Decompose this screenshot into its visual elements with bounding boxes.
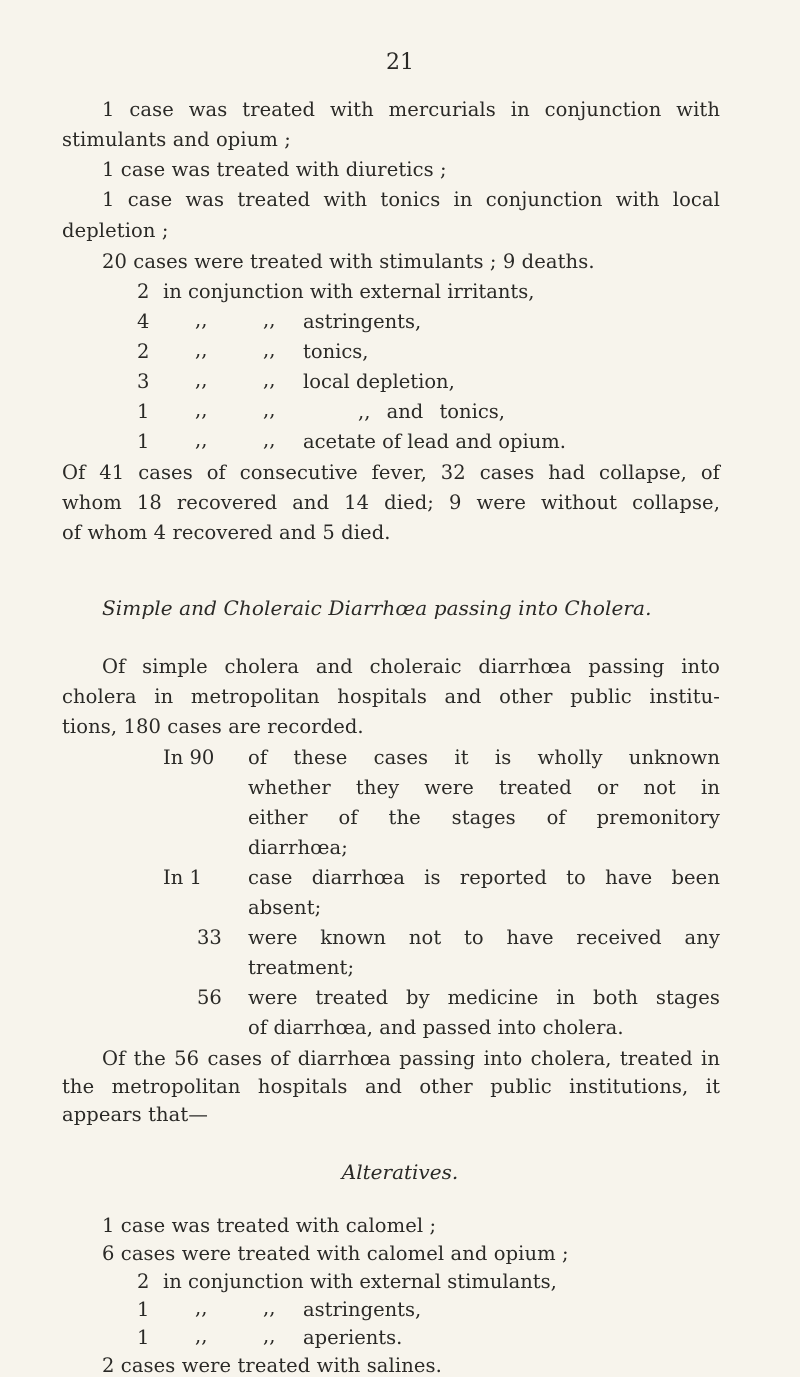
text-line: 1 case was treated with tonics in conjunction with local bbox=[102, 188, 720, 211]
text-line: whom 18 recovered and 14 died; 9 were without collapse, bbox=[62, 491, 720, 514]
row-number: 3 bbox=[137, 370, 150, 393]
row-text: in conjunction with external irritants, bbox=[163, 280, 535, 303]
text-line: 6 cases were treated with calomel and opium ; bbox=[102, 1242, 569, 1266]
text-line: 1 case was treated with calomel ; bbox=[102, 1214, 437, 1238]
row-text: local depletion, bbox=[303, 370, 455, 393]
row-text: astringents, bbox=[303, 310, 422, 333]
row-text: aperients. bbox=[303, 1326, 403, 1349]
text-line: 1 case was treated with diuretics ; bbox=[102, 158, 447, 181]
text-line: Of 41 cases of consecutive fever, 32 cases had collapse, of bbox=[62, 461, 720, 484]
row-text: ,, and tonics, bbox=[358, 400, 505, 423]
ditto-mark: ,, bbox=[195, 398, 208, 421]
ditto-mark: ,, bbox=[263, 368, 276, 391]
row-number: 1 bbox=[137, 1326, 150, 1349]
row-number: 1 bbox=[137, 400, 150, 423]
ditto-mark: ,, bbox=[195, 428, 208, 451]
text-line: stimulants and opium ; bbox=[62, 128, 291, 151]
breakdown-label: 33 bbox=[197, 926, 222, 949]
text-line: 2 cases were treated with salines. bbox=[102, 1353, 442, 1377]
breakdown-label: In 90 bbox=[163, 746, 215, 769]
text-line: the metropolitan hospitals and other public institutions, it bbox=[62, 1074, 720, 1098]
text-line: case diarrhœa is reported to have been bbox=[248, 866, 720, 889]
ditto-mark: ,, bbox=[195, 308, 208, 331]
row-text: in conjunction with external stimulants, bbox=[163, 1270, 557, 1294]
row-number: 2 bbox=[137, 280, 150, 303]
text-line: either of the stages of premonitory bbox=[248, 806, 720, 829]
text-line: whether they were treated or not in bbox=[248, 776, 720, 799]
ditto-mark: ,, bbox=[263, 338, 276, 361]
text-line: 20 cases were treated with stimulants ; 9 deaths. bbox=[102, 250, 595, 273]
text-line: diarrhœa; bbox=[248, 836, 348, 859]
ditto-mark: ,, bbox=[195, 338, 208, 361]
ditto-mark: ,, bbox=[263, 308, 276, 331]
text-line: cholera in metropolitan hospitals and other public institu- bbox=[62, 685, 720, 708]
row-text: acetate of lead and opium. bbox=[303, 430, 566, 453]
alteratives-heading: Alteratives. bbox=[341, 1159, 459, 1184]
row-number: 1 bbox=[137, 430, 150, 453]
text-line: of whom 4 recovered and 5 died. bbox=[62, 521, 391, 544]
breakdown-label: In 1 bbox=[163, 866, 202, 889]
text-line: of these cases it is wholly unknown bbox=[248, 746, 720, 769]
text-line: tions, 180 cases are recorded. bbox=[62, 715, 364, 738]
row-number: 2 bbox=[137, 1270, 150, 1294]
ditto-mark: ,, bbox=[263, 428, 276, 451]
ditto-mark: ,, bbox=[195, 1296, 208, 1320]
text-line: were known not to have received any bbox=[248, 926, 720, 949]
text-line: 1 case was treated with mercurials in conjunction with bbox=[102, 98, 720, 121]
row-number: 2 bbox=[137, 340, 150, 363]
text-line: treatment; bbox=[248, 956, 355, 979]
text-line: appears that— bbox=[62, 1102, 208, 1126]
ditto-mark: ,, bbox=[263, 398, 276, 421]
section-heading: Simple and Choleraic Diarrhœa passing into Cholera. bbox=[102, 596, 652, 620]
text-line: depletion ; bbox=[62, 219, 169, 242]
row-text: astringents, bbox=[303, 1298, 422, 1322]
ditto-mark: ,, bbox=[263, 1324, 276, 1347]
page-number: 21 bbox=[386, 50, 414, 75]
row-text: tonics, bbox=[303, 340, 369, 363]
text-line: Of the 56 cases of diarrhœa passing into cholera, treated in bbox=[102, 1047, 720, 1070]
text-line: absent; bbox=[248, 896, 322, 919]
text-line: were treated by medicine in both stages bbox=[248, 986, 720, 1009]
ditto-mark: ,, bbox=[195, 368, 208, 391]
row-number: 1 bbox=[137, 1298, 150, 1322]
ditto-mark: ,, bbox=[195, 1324, 208, 1347]
ditto-mark: ,, bbox=[263, 1296, 276, 1320]
text-line: of diarrhœa, and passed into cholera. bbox=[248, 1016, 624, 1039]
text-line: Of simple cholera and choleraic diarrhœa passing into bbox=[102, 655, 720, 678]
breakdown-label: 56 bbox=[197, 986, 222, 1009]
row-number: 4 bbox=[137, 310, 150, 333]
